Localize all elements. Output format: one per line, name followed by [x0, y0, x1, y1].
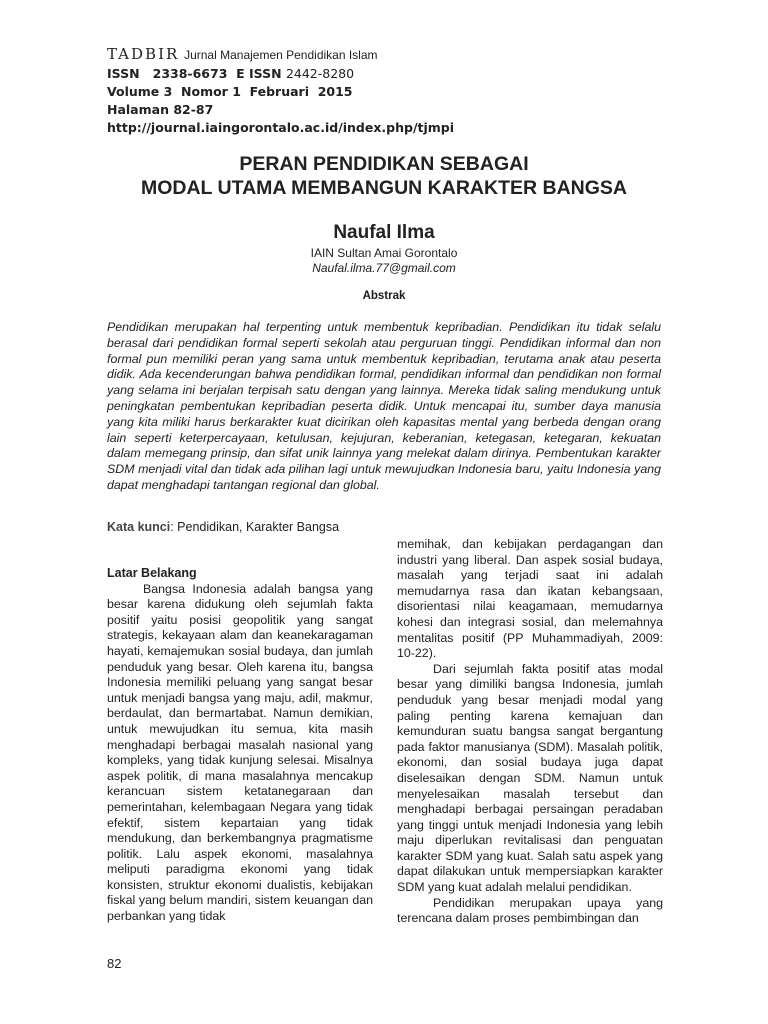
abstract-text: Pendidikan merupakan hal terpenting untuk membentuk kepribadian. Pendidikan itu tidak selalu berasal dari pendidikan formal seperti sekolah atau perguruan tinggi. Pendidikan informal dan non formal pun memiliki peran yang sama untuk membentuk kepribadian, terutama anak atau peserta didik. Ada kecenderungan bahwa pendidikan formal, pendidikan informal dan pendidikan non formal yang selama ini berjalan terpisah satu dengan yang lainnya. Mereka tidak saling mendukung untuk peningkatan pembentukan kepribadian peserta didik. Untuk mencapai itu, sumber daya manusia yang kita miliki harus berkarakter kuat dicirikan oleh kapasitas mental yang berbeda dengan orang lain seperti keterpercayaan, ketulusan, kejujuran, keberanian, ketegasan, ketegaran, kekuatan dalam memegang prinsip, dan sifat unik lainnya yang melekat dalam dirinya. Pembentukan karakter SDM menjadi vital dan tidak ada pilihan lagi untuk mewujudkan Indonesia baru, yaitu Indonesia yang dapat menghadapi tantangan regional dan global. — [107, 320, 661, 492]
author-email: Naufal.ilma.77@gmail.com — [312, 261, 456, 275]
journal-title-line — [107, 44, 627, 65]
journal-name: TADBIR — [107, 45, 180, 63]
page-number: 82 — [107, 956, 122, 971]
pages-line: Halaman 82-87 — [107, 102, 214, 117]
body-paragraph: Dari sejumlah fakta positif atas modal besar yang dimiliki bangsa Indonesia, jumlah penduduk yang besar menjadi modal yang paling penting karena kemajuan dan kemunduran suatu bangsa sangat bergantung pada faktor manusianya (SDM). Masalah politik, ekonomi, dan sosial budaya juga dapat diselesaikan dengan SDM. Namun untuk menyelesaikan masalah tersebut dan menghadapi berbagai persaingan peradaban yang tinggi untuk menjadi Indonesia yang lebih maju diperlukan revitalisasi dan penguatan karakter SDM yang kuat. Salah satu aspek yang dapat dilakukan untuk mempersiapkan karakter SDM yang kuat adalah melalui pendidikan. — [397, 661, 663, 895]
title-line-1: PERAN PENDIDIKAN SEBAGAI — [239, 153, 529, 175]
journal-subtitle: Jurnal Manajemen Pendidikan Islam — [184, 48, 378, 62]
issn-line — [107, 65, 627, 83]
body-paragraph: Bangsa Indonesia adalah bangsa yang besar karena didukung oleh sejumlah fakta positif yaitu posisi geopolitik yang sangat strategis, kekayaan alam dan keanekaragaman hayati, kemajemukan sosial budaya, dan jumlah penduduk yang besar. Oleh karena itu, bangsa Indonesia memiliki peluang yang sangat besar untuk menjadi bangsa yang maju, adil, makmur, berdaulat, dan bermartabat. Namun demikian, untuk mewujudkan itu semua, kita masih menghadapi berbagai masalah nasional yang kompleks, yang tidak kunjung selesai. Misalnya aspek politik, di mana masalahnya mencakup kerancuan sistem ketatanegaraan dan pemerintahan, kelembagaan Negara yang tidak efektif, sistem kepartaian yang tidak mendukung, dan berkembangnya pragmatisme politik. Lalu aspek ekonomi, masalahnya meliputi paradigma ekonomi yang tidak konsisten, struktur ekonomi dualistis, kebijakan fiskal yang belum mandiri, sistem keuangan dan perbankan yang tidak — [107, 581, 373, 924]
issn-label: ISSN — [107, 66, 140, 81]
author-name: Naufal Ilma — [333, 222, 435, 243]
abstract-heading: Abstrak — [362, 290, 406, 302]
section-heading: Latar Belakang — [107, 566, 197, 580]
eissn-value: 2442-8280 — [285, 66, 355, 81]
title-line-2: MODAL UTAMA MEMBANGUN KARAKTER BANGSA — [140, 177, 628, 199]
article-title — [107, 152, 661, 200]
issn-value: 2338-6673 — [152, 66, 228, 81]
author-affiliation: IAIN Sultan Amai Gorontalo — [310, 246, 458, 260]
keywords-label: Kata kunci — [107, 520, 171, 534]
body-paragraph: memihak, dan kebijakan perdagangan dan industri yang liberal. Dan aspek sosial budaya, masalah yang terjadi saat ini adalah memudarnya rasa dan ikatan kebangsaan, disorientasi nilai keagamaan, memudarnya kohesi dan integrasi sosial, dan melemahnya mentalitas positif (PP Muhammadiyah, 2009: 10-22). — [397, 537, 663, 661]
volume-line: Volume 3 Nomor 1 Februari 2015 — [107, 84, 353, 99]
body-paragraph: Pendidikan merupakan upaya yang terencana dalam proses pembimbingan dan — [397, 895, 663, 926]
left-column — [107, 566, 373, 925]
keywords-value: : Pendidikan, Karakter Bangsa — [170, 520, 340, 534]
right-column — [397, 537, 663, 927]
journal-url[interactable]: http://journal.iaingorontalo.ac.id/index.php/tjmpi — [107, 120, 455, 135]
keywords — [107, 520, 387, 534]
journal-header — [107, 44, 627, 137]
eissn-label: E ISSN — [236, 66, 282, 81]
